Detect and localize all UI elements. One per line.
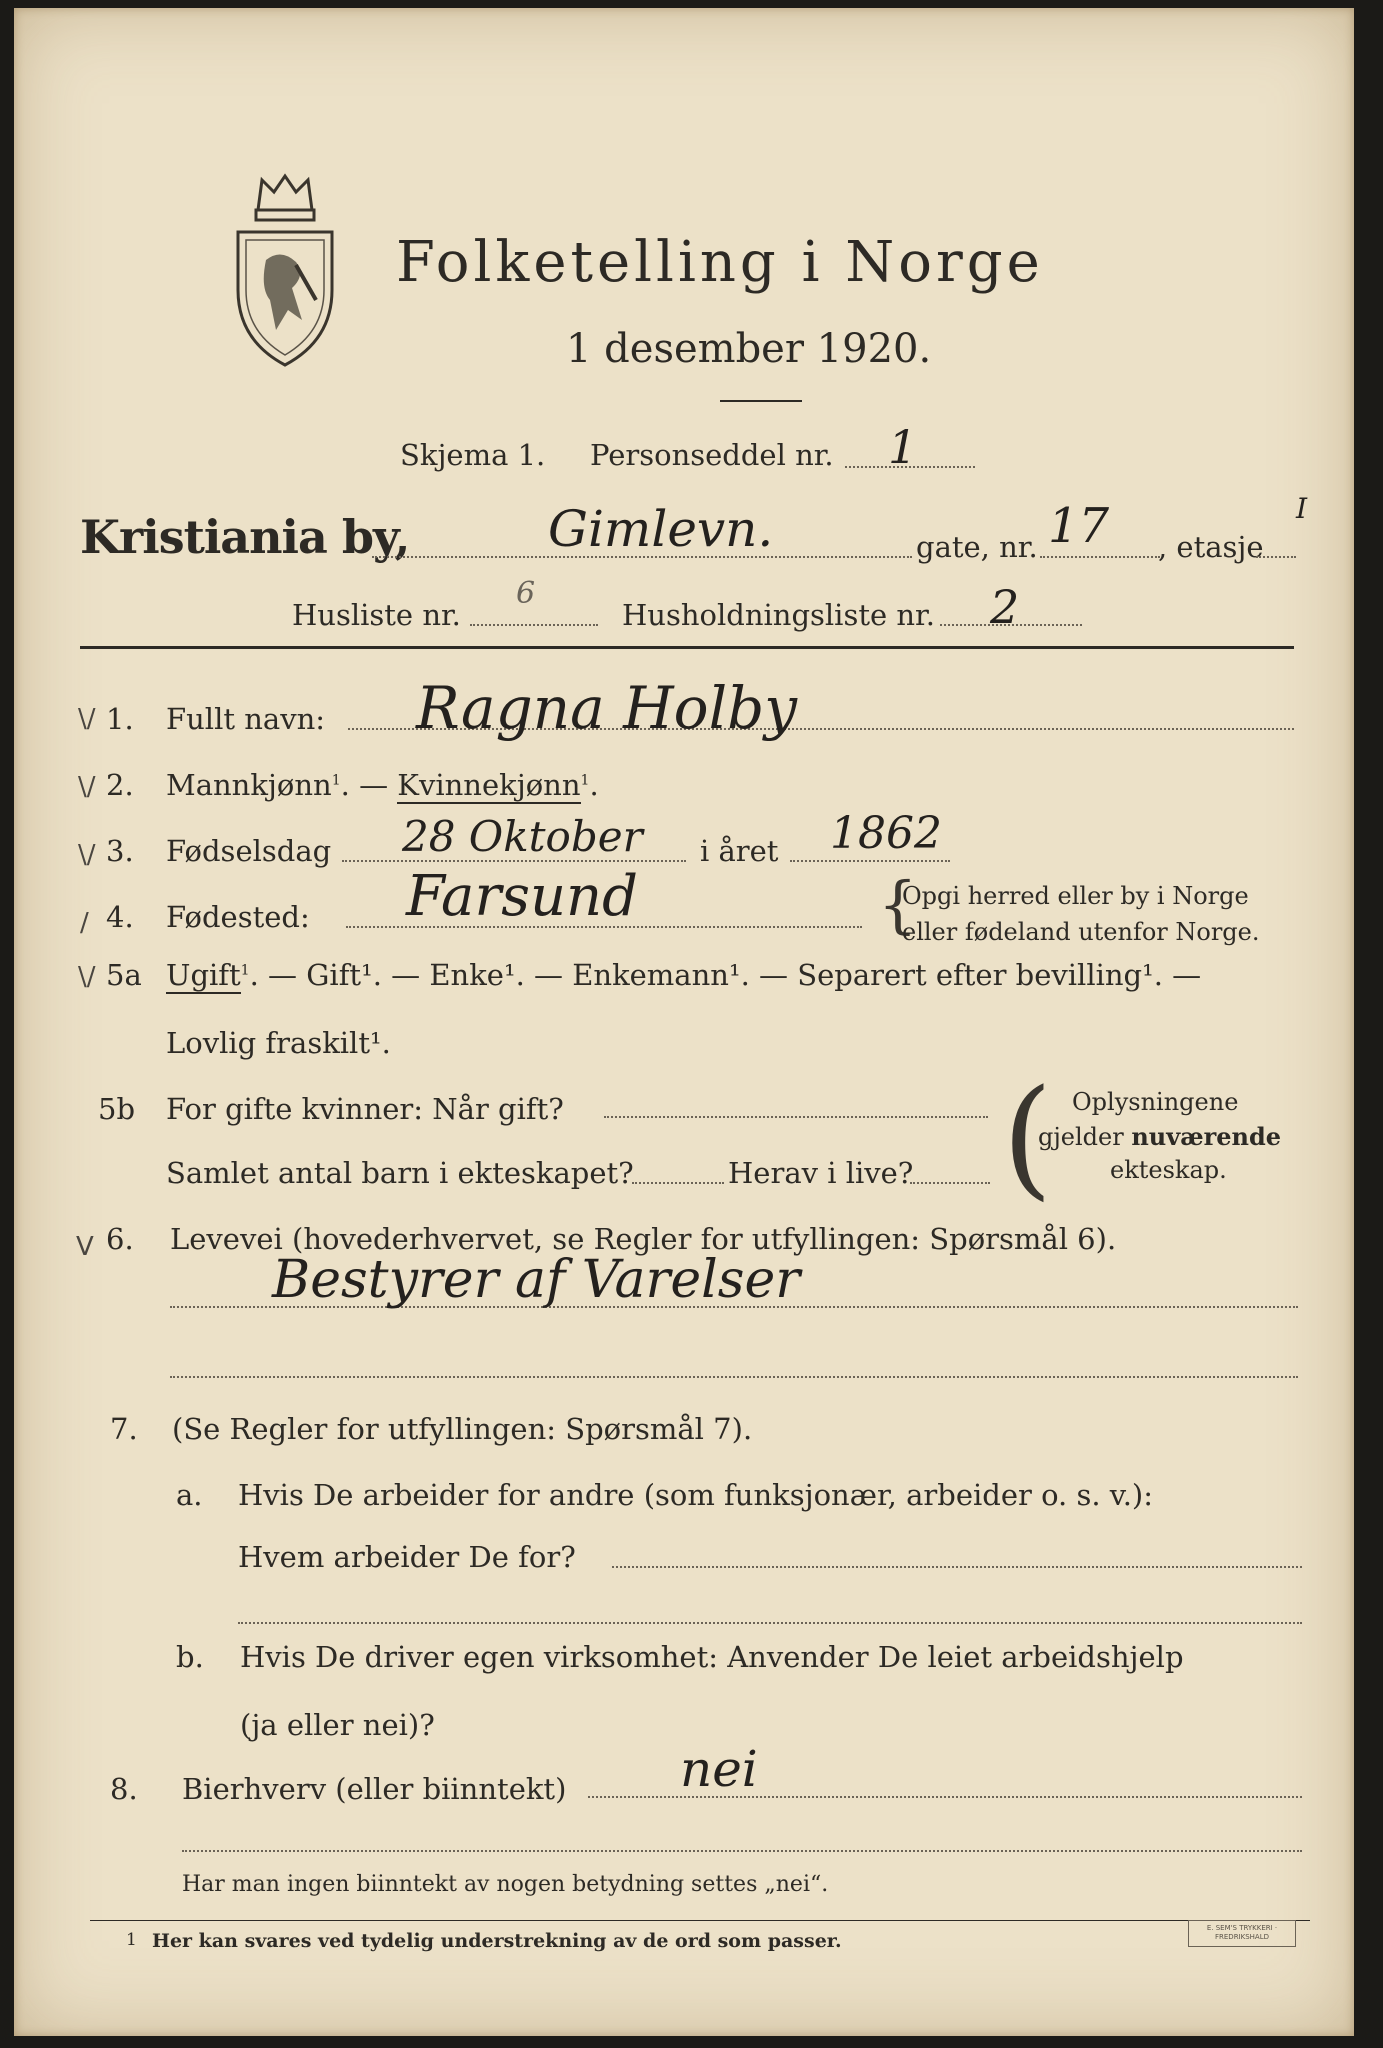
q5a-rest[interactable]: . — Gift¹. — Enke¹. — Enkemann¹. — Separert efter bevilling¹. —	[249, 958, 1202, 992]
gate-nr-field-line	[1040, 556, 1160, 558]
q8-field-line-2	[182, 1850, 1302, 1852]
q5b-married-field-line	[604, 1116, 988, 1118]
norwegian-coat-of-arms-icon	[226, 170, 344, 370]
personseddel-label: Personseddel nr.	[590, 438, 834, 472]
q4-number: 4.	[106, 900, 134, 934]
q7a-letter: a.	[176, 1478, 203, 1512]
checkmark-q4: /	[80, 908, 89, 938]
q7a-field-line-1	[612, 1566, 1302, 1568]
birthplace-value[interactable]: Farsund	[406, 864, 638, 929]
footer-divider	[90, 1920, 1310, 1921]
q4-note-brace: {	[878, 868, 918, 941]
husholdning-label: Husholdningsliste nr.	[622, 598, 935, 632]
checkmark-q2: \/	[78, 772, 96, 802]
etasje-value[interactable]: I	[1296, 492, 1308, 525]
street-value[interactable]: Gimlevn.	[548, 500, 774, 558]
q5b-number: 5b	[98, 1092, 136, 1126]
q6-number: 6.	[106, 1222, 134, 1256]
q3-year-field-line	[790, 860, 950, 862]
checkmark-q5a: \/	[78, 962, 96, 992]
q7-label: (Se Regler for utfyllingen: Spørsmål 7).	[172, 1412, 753, 1446]
q4-note-line-1: Opgi herred eller by i Norge	[902, 882, 1249, 910]
q7a-line-1: Hvis De arbeider for andre (som funksjonær, arbeider o. s. v.):	[238, 1478, 1154, 1512]
side-income-value[interactable]: nei	[680, 1740, 758, 1798]
q2-sep: . —	[340, 768, 398, 802]
q5b-note-line-3: ekteskap.	[1110, 1156, 1227, 1184]
q6-field-line-2	[170, 1376, 1298, 1378]
q5b-note-line-2	[1038, 1122, 1281, 1151]
q5a-ugift[interactable]: Ugift	[166, 958, 241, 992]
title-divider	[720, 400, 802, 402]
birthyear-value[interactable]: 1862	[830, 808, 942, 859]
q4-note-line-2: eller fødeland utenfor Norge.	[902, 918, 1260, 946]
printer-stamp: E. SEM'S TRYKKERI · FREDRIKSHALD	[1188, 1920, 1296, 1947]
q5a-options-line-2[interactable]: Lovlig fraskilt¹.	[166, 1026, 391, 1060]
q2-number: 2.	[106, 768, 134, 802]
q5a-number: 5a	[106, 958, 142, 992]
husliste-field-line	[470, 624, 598, 626]
q5b-alive-field-line	[910, 1182, 990, 1184]
q5b-note-brace: (	[1002, 1061, 1053, 1213]
q5b-line-2b: Herav i live?	[728, 1156, 914, 1190]
checkmark-q1: \/	[78, 704, 96, 734]
q2-end: .	[589, 768, 599, 802]
q3-number: 3.	[106, 834, 134, 868]
etasje-label: , etasje	[1158, 530, 1264, 564]
husholdning-value[interactable]: 2	[990, 580, 1020, 634]
census-date: 1 desember 1920.	[566, 326, 932, 372]
q4-label: Fødested:	[166, 900, 310, 934]
full-name-value[interactable]: Ragna Holby	[416, 674, 798, 742]
census-form-page	[14, 8, 1354, 2036]
q3-year-label: i året	[700, 834, 779, 868]
q7b-line-1: Hvis De driver egen virksomhet: Anvender De leiet arbeidshjelp	[240, 1640, 1184, 1674]
footnote-marker: 1	[126, 1930, 137, 1950]
q1-number: 1.	[106, 702, 134, 736]
form-title: Folketelling i Norge	[396, 230, 1044, 295]
q1-label: Fullt navn:	[166, 702, 326, 736]
skjema-label: Skjema 1.	[400, 438, 546, 472]
etasje-field-line	[1256, 556, 1296, 558]
personseddel-value[interactable]: 1	[888, 420, 918, 474]
q5b-children-field-line	[632, 1182, 724, 1184]
birthdate-value[interactable]: 28 Oktober	[402, 812, 643, 861]
q5a-options-line-1: Ugift$^1$. — Gift¹. — Enke¹. — Enkemann¹. — Separert efter bevilling¹. —	[166, 958, 1202, 992]
q2-female[interactable]: Kvinnekjønn	[397, 768, 581, 802]
checkmark-q6: V	[76, 1232, 94, 1262]
q8-number: 8.	[110, 1772, 138, 1806]
q2-options: Mannkjønn$^1$. — Kvinnekjønn$^1$.	[166, 768, 599, 802]
q7b-letter: b.	[176, 1640, 204, 1674]
q5b-note-line-2b: nuværende	[1131, 1122, 1282, 1151]
q7a-field-line-2	[238, 1622, 1302, 1624]
q2-male[interactable]: Mannkjønn	[166, 768, 332, 802]
gate-nr-value[interactable]: 17	[1048, 498, 1110, 554]
husliste-label: Husliste nr.	[292, 598, 461, 632]
q3-label: Fødselsdag	[166, 834, 332, 868]
checkmark-q3: \/	[78, 840, 96, 870]
q5b-line-1: For gifte kvinner: Når gift?	[166, 1092, 564, 1126]
q7-number: 7.	[110, 1412, 138, 1446]
q5b-note-line-1: Oplysningene	[1072, 1088, 1239, 1116]
gate-label: gate, nr.	[916, 530, 1038, 564]
header-divider	[80, 646, 1294, 649]
footer-note: Har man ingen biinntekt av nogen betydning settes „nei“.	[182, 1872, 829, 1897]
q5b-line-2a: Samlet antal barn i ekteskapet?	[166, 1156, 634, 1190]
q7b-line-2: (ja eller nei)?	[240, 1708, 435, 1742]
footnote-text: Her kan svares ved tydelig understrekning av de ord som passer.	[152, 1930, 842, 1952]
city-label: Kristiania by,	[80, 510, 410, 564]
q6-label: Levevei (hovederhvervet, se Regler for utfyllingen: Spørsmål 6).	[170, 1222, 1117, 1256]
q7a-line-2: Hvem arbeider De for?	[238, 1540, 576, 1574]
husliste-value[interactable]: 6	[516, 576, 536, 611]
q5b-note-line-2a: gjelder	[1038, 1123, 1132, 1151]
occupation-value[interactable]: Bestyrer af Varelser	[272, 1250, 801, 1310]
q8-label: Bierhverv (eller biinntekt)	[182, 1772, 567, 1806]
